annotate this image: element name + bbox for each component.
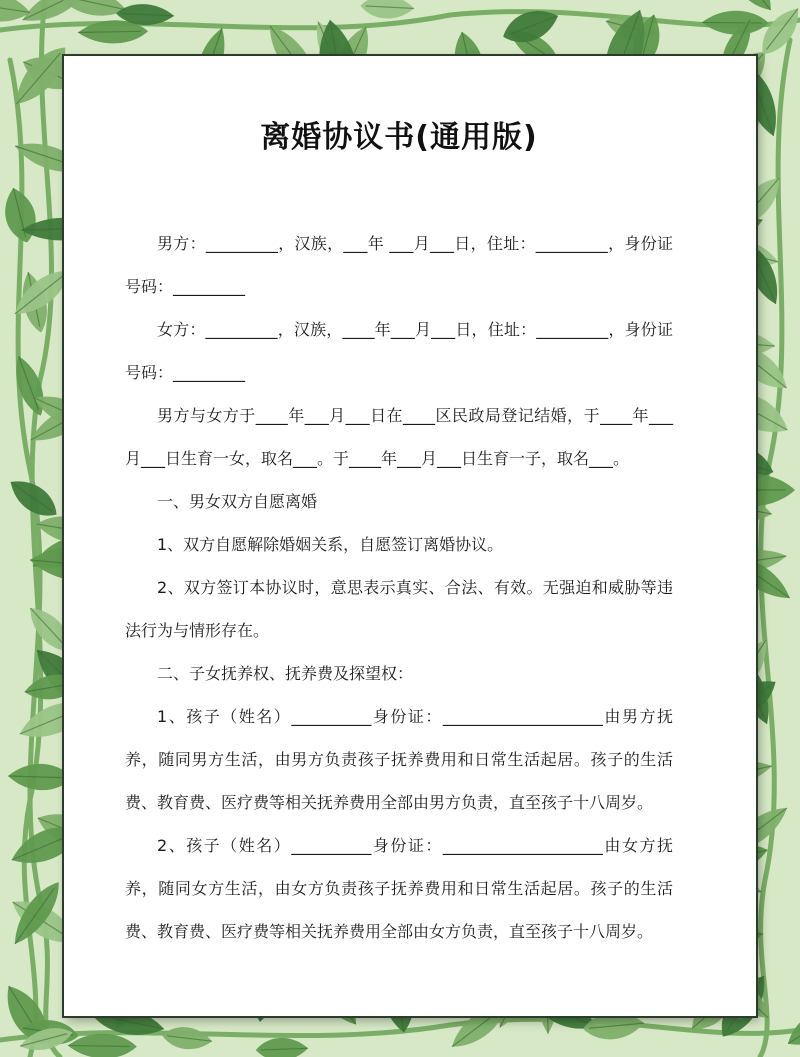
leaf-icon <box>255 1037 308 1057</box>
leaf-vein <box>702 22 762 23</box>
document-body <box>125 112 673 953</box>
paragraph-marriage-info: 男方与女方于____年___月___日在____区民政局登记结婚，于____年___月___日生育一女，取名___。于____年___月___日生育一子，取名___。 <box>125 406 673 468</box>
clause-2-2: 2、孩子（姓名）__________身份证：____________________由女方抚养，随同女方生活，由女方负责孩子抚养费用和日常生活起居。孩子的生活费、教育费、医疗费等相关抚养费用全部由女方负责，直至孩子十八周岁。 <box>125 836 673 941</box>
section-heading-voluntary-divorce: 一、男女双方自愿离婚 <box>157 492 318 511</box>
leaf-icon <box>0 0 32 26</box>
leaf-icon <box>781 1001 800 1055</box>
section-heading-custody: 二、子女抚养权、抚养费及探望权： <box>157 664 414 683</box>
document-title: 离婚协议书(通用版) <box>260 120 538 155</box>
leaf-icon <box>360 0 415 20</box>
paragraph-wife-info: 女方：_________，汉族，____年___月___日，住址：_________，身份证号码：_________ <box>125 320 673 382</box>
leaf-icon <box>57 0 129 22</box>
paragraph-husband-info: 男方：_________，汉族，___年 ___月___日，住址：_________，身份证号码：_________ <box>125 234 673 296</box>
clause-2-1: 1、孩子（姓名）__________身份证：____________________由男方抚养，随同男方生活，由男方负责孩子抚养费用和日常生活起居。孩子的生活费、教育费、医疗费等相关抚养费用全部由男方负责，直至孩子十八周岁。 <box>125 707 673 812</box>
clause-1-1: 1、双方自愿解除婚姻关系，自愿签订离婚协议。 <box>157 535 504 554</box>
clause-1-2: 2、双方签订本协议时，意思表示真实、合法、有效。无强迫和威胁等违法行为与情形存在。 <box>125 578 673 640</box>
